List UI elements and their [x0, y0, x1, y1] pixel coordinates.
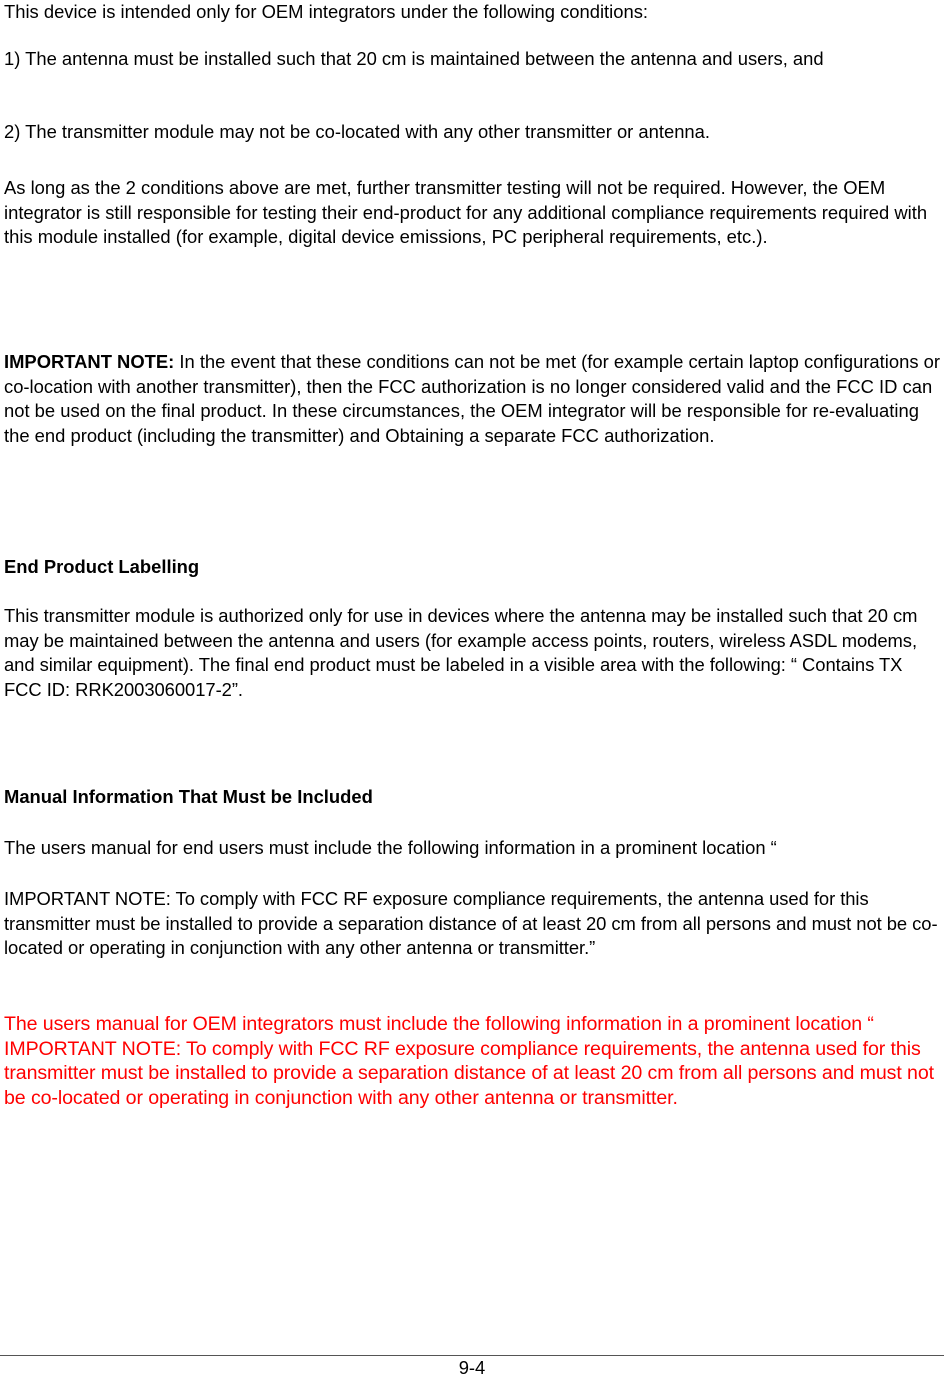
intro-paragraph: This device is intended only for OEM integrators under the following conditions: [4, 1, 649, 22]
manual-important-note: IMPORTANT NOTE: To comply with FCC RF exposure compliance requirements, the antenna used for this transmitter must be installed to provide a separation distance of at least 20 cm from all persons and must not be co-located or operating in conjunction with any other antenna or transmitter.” [4, 888, 938, 959]
page-number: 9-4 [458, 1357, 486, 1378]
important-note-text: In the event that these conditions can not be met (for example certain laptop configurations or co-location with another transmitter), then the FCC authorization is no longer considered valid and the FCC ID can not be used on the final product. In these circumstances, the OEM integrator will be responsible for re-evaluating the end product (including the transmitter) and Obtaining a separate FCC authorization. [4, 351, 940, 446]
important-note-paragraph [4, 350, 940, 448]
oem-integrator-note: The users manual for OEM integrators must include the following information in a prominent location “ IMPORTANT NOTE: To comply with FCC RF exposure compliance requirements, the antenna used for this transmitter must be installed to provide a separation distance of at least 20 cm from all persons and must not be co-located or operating in conjunction with any other antenna or transmitter. [4, 1013, 934, 1109]
labelling-heading: End Product Labelling [4, 556, 200, 577]
condition-1-paragraph: 1) The antenna must be installed such that 20 cm is maintained between the antenna and users, and [4, 48, 824, 69]
important-note-label: IMPORTANT NOTE: [4, 351, 175, 372]
condition-2-paragraph: 2) The transmitter module may not be co-located with any other transmitter or antenna. [4, 121, 711, 142]
manual-heading: Manual Information That Must be Included [4, 786, 373, 807]
conditions-met-paragraph: As long as the 2 conditions above are met, further transmitter testing will not be required. However, the OEM integrator is still responsible for testing their end-product for any additional compliance requirements required with this module installed (for example, digital device emissions, PC peripheral requirements, etc.). [4, 177, 928, 248]
labelling-body: This transmitter module is authorized only for use in devices where the antenna may be installed such that 20 cm may be maintained between the antenna and users (for example access points, routers, wireless ASDL modems, and similar equipment). The final end product must be labeled in a visible area with the following: “ Contains TX FCC ID: RRK2003060017-2”. [4, 605, 918, 700]
manual-body: The users manual for end users must include the following information in a prominent location “ [4, 837, 777, 858]
